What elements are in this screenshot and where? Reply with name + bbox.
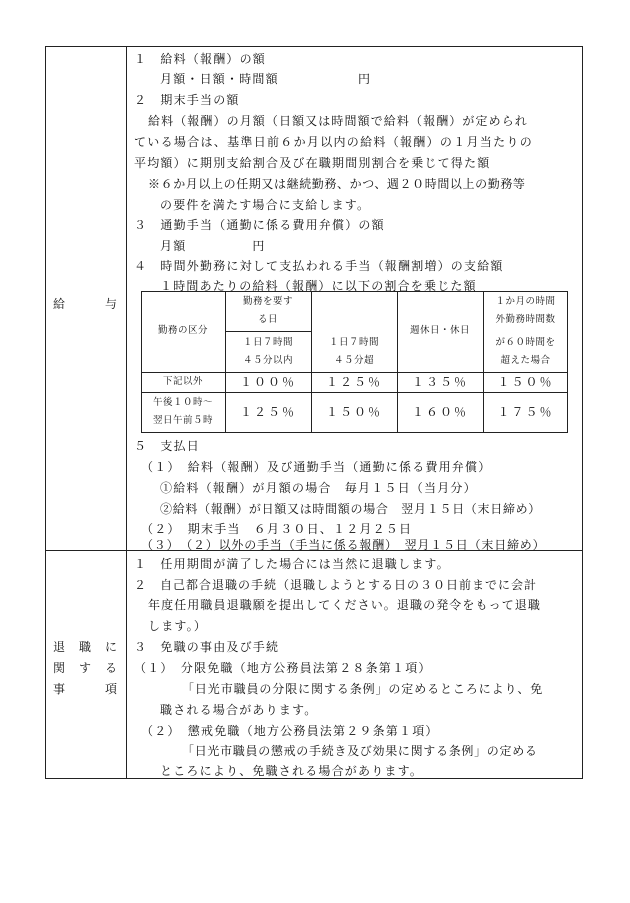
rate-table-subheader-line [225, 331, 311, 332]
retire-label-2b: す [79, 661, 92, 675]
payday-line-2: ①給料（報酬）が月額の場合 毎月１５日（当月分） [160, 481, 477, 495]
retire-label-3a: 事 [53, 682, 66, 696]
row1-rate-2: １２５％ [325, 375, 382, 389]
row2-rate-1: １２５％ [239, 405, 296, 419]
header-monthly-a: １か月の時間 [495, 296, 556, 307]
pay-line-6: 平均額）に期別支給割合及び在職期間別割合を乗じて得た額 [134, 156, 491, 170]
payday-heading: ５ 支払日 [134, 439, 201, 453]
label-column-divider [126, 46, 127, 779]
row2-rate-4: １７５％ [497, 405, 554, 419]
header-category: 勤務の区分 [157, 325, 208, 336]
retire-label-1a: 退 [53, 640, 66, 654]
pay-label-right: 与 [105, 297, 118, 311]
row1-rate-3: １３５％ [411, 375, 468, 389]
retire-line-6: （１） 分限免職（地方公務員法第２８条第１項） [134, 661, 432, 675]
retire-line-7: 「日光市職員の分限に関する条例」の定めるところにより、免 [182, 682, 544, 696]
row2-rate-3: １６０％ [411, 405, 468, 419]
payday-line-4: （２） 期末手当 ６月３０日、１２月２５日 [141, 522, 413, 536]
pay-line-11: ４ 時間外勤務に対して支払われる手当（報酬割増）の支給額 [134, 259, 504, 273]
payday-line-5: （３） （２）以外の手当（手当に係る報酬） 翌月１５日（末日締め） [141, 538, 546, 552]
header-required-day-b: る日 [257, 314, 278, 325]
pay-line-2: 月額・日額・時間額 円 [160, 72, 372, 86]
retire-label-2a: 関 [53, 661, 66, 675]
retire-label-3b: 項 [105, 682, 118, 696]
pay-line-5: ている場合は、基準日前６か月以内の給料（報酬）の１月当たりの [134, 135, 534, 149]
row2-label-b: 翌日午前５時 [152, 415, 213, 426]
payday-line-3: ②給料（報酬）が日額又は時間額の場合 翌月１５日（末日締め） [160, 502, 542, 516]
row2-label-a: 午後１０時～ [152, 397, 213, 408]
retire-line-8: 職される場合があります。 [160, 703, 318, 717]
pay-line-10: 月額 円 [160, 239, 266, 253]
row2-rate-2: １５０％ [325, 405, 382, 419]
pay-line-3: ２ 期末手当の額 [134, 93, 240, 107]
rate-table-header-bottom [141, 372, 568, 373]
pay-note-line-2: の要件を満たす場合に支給します。 [160, 198, 371, 212]
header-under-b: ４５分以内 [242, 355, 293, 366]
retire-label-1c: に [105, 640, 118, 654]
header-weekly-holiday: 週休日・休日 [409, 325, 470, 336]
retire-line-9: （２） 懲戒免職（地方公務員法第２９条第１項） [141, 724, 439, 738]
header-over-b: ４５分超 [333, 355, 374, 366]
retire-label-1b: 職 [79, 640, 92, 654]
header-monthly-d: 超えた場合 [500, 355, 551, 366]
overtime-rate-table [141, 291, 568, 433]
pay-line-12: １時間あたりの給料（報酬）に以下の割合を乗じた額 [160, 279, 477, 293]
row1-rate-1: １００％ [239, 375, 296, 389]
pay-label-left: 給 [53, 297, 66, 311]
retire-label-2c: る [105, 661, 118, 675]
retire-line-1: １ 任用期間が満了した場合には当然に退職します。 [134, 557, 450, 571]
payday-line-1: （１） 給料（報酬）及び通勤手当（通勤に係る費用弁償） [141, 460, 492, 474]
header-monthly-b: 外勤務時間数 [495, 314, 556, 325]
retire-line-5: ３ 免職の事由及び手続 [134, 640, 280, 654]
pay-line-9: ３ 通勤手当（通勤に係る費用弁償）の額 [134, 218, 385, 232]
rate-table-row-divider [141, 392, 568, 393]
pay-line-1: １ 給料（報酬）の額 [134, 52, 267, 66]
header-over-a: １日７時間 [328, 337, 379, 348]
header-monthly-c: が６０時間を [495, 337, 556, 348]
retire-line-2: ２ 自己都合退職の手続（退職しようとする日の３０日前までに会計 [134, 578, 538, 592]
header-under-a: １日７時間 [242, 337, 293, 348]
retire-line-4: します。） [148, 619, 208, 633]
pay-line-4: 給料（報酬）の月額（日額又は時間額で給料（報酬）が定められ [148, 114, 528, 128]
retire-line-3: 年度任用職員退職願を提出してください。退職の発令をもって退職 [148, 598, 542, 612]
header-required-day-a: 勤務を要す [242, 296, 293, 307]
row1-rate-4: １５０％ [497, 375, 554, 389]
retire-line-11: ところにより、免職される場合があります。 [160, 764, 424, 778]
retire-line-10: 「日光市職員の懲戒の手続き及び効果に関する条例」の定める [182, 744, 538, 758]
pay-note-line-1: ※６か月以上の任期又は継続勤務、かつ、週２０時間以上の勤務等 [148, 177, 526, 191]
row1-label: 下記以外 [162, 376, 203, 387]
